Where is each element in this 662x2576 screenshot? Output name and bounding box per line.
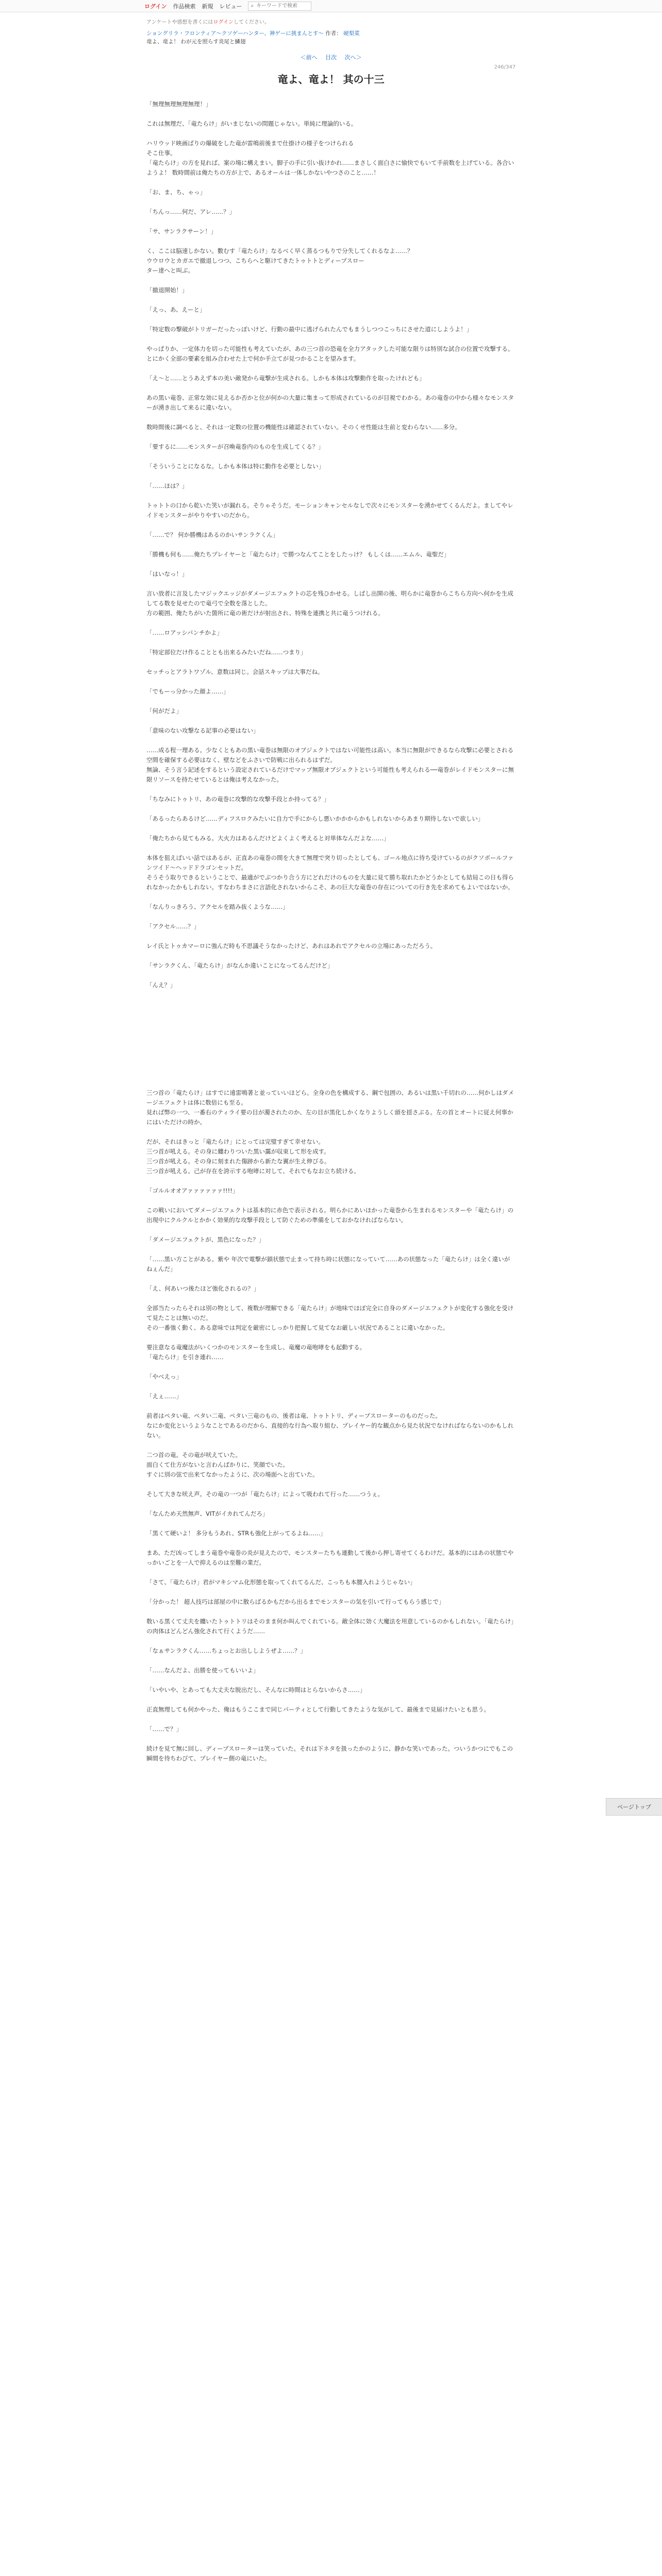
paragraph-gap bbox=[146, 1225, 516, 1235]
paragraph: 三つ首が吼える。その身に刻まれた傷跡から新たな翼が生え伸びる。 bbox=[146, 1158, 330, 1165]
paragraph: 「無理無理無理無理！」 bbox=[146, 100, 212, 108]
paragraph: 「んえ？」 bbox=[146, 981, 176, 989]
paragraph: 「分かった！ 超人技巧は部屋の中に散らばるかもだから出るまでモンスターの気を引いて行ってもらう感じで」 bbox=[146, 1598, 445, 1605]
paragraph: 「……ほは？」 bbox=[146, 482, 188, 489]
paragraph-gap bbox=[146, 295, 516, 305]
paragraph-gap bbox=[146, 1519, 516, 1529]
paragraph-gap bbox=[146, 1656, 516, 1666]
paragraph: 「なんため天然無声、VITがイカれてんだろ」 bbox=[146, 1510, 269, 1517]
paragraph-gap bbox=[146, 1480, 516, 1489]
paragraph: 「黒くて硬いよ！ 多分もうあれ、STRも強化上がってるよね……」 bbox=[146, 1530, 326, 1537]
paragraph-gap bbox=[146, 334, 516, 344]
paragraph: そして大きな吠え声。その竜の一つが「竜たらけ」によって吸われて行った……つうぇ。 bbox=[146, 1490, 384, 1498]
paragraph-gap bbox=[146, 276, 516, 285]
paragraph-gap bbox=[146, 716, 516, 726]
paragraph-gap bbox=[146, 990, 516, 1000]
paragraph-gap bbox=[146, 1078, 516, 1088]
chapter-title: 竜よ、竜よ！ 其の十三 bbox=[277, 73, 385, 86]
paragraph-gap bbox=[146, 1245, 516, 1255]
paragraph: 「ゴルルオオアァァァァァァ!!!!」 bbox=[146, 1187, 239, 1194]
paragraph: 「そういうことになるな。しかも本体は特に動作を必要としない」 bbox=[146, 463, 324, 470]
page-top-button[interactable]: ページトップ bbox=[606, 1798, 662, 1816]
paragraph: ウウロウとカガエで撤退しつつ、こちらへと駆けてきたトゥトトとディープスロー bbox=[146, 257, 365, 264]
paragraph: 数時間後に調べると、それは一定数の位置の機能性は確認されていない。そのくせ性能は生前と変わらない……多分。 bbox=[146, 423, 461, 431]
paragraph-gap bbox=[146, 197, 516, 207]
paragraph-gap bbox=[146, 843, 516, 853]
paragraph: 言い放者に言及したマジックエッジがダメージエフェクトの芯を残ひかせる。しばし出開の後、明らかに竜巻からこちら方向へ何かを生成してる数を見せたので竜弓で全数を落とした。 bbox=[146, 590, 514, 607]
paragraph: 「いやいや、とあっても大丈夫な脱出だし、そんなに時間はとらないからさ……」 bbox=[146, 1686, 366, 1693]
paragraph: セッチっとアラトワゾル、意数は同じ。会話スキップは大事だね。 bbox=[146, 668, 324, 675]
paragraph-gap bbox=[146, 1401, 516, 1411]
paragraph-gap bbox=[146, 1734, 516, 1744]
paragraph: 「アクセル……？」 bbox=[146, 923, 200, 930]
episode-counter: 246/347 bbox=[494, 64, 516, 70]
paragraph-gap bbox=[146, 579, 516, 589]
paragraph-gap bbox=[146, 697, 516, 706]
paragraph-gap bbox=[146, 1196, 516, 1206]
paragraph: 数いる黒くて丈夫を纏いたトゥトトリはそのまま何か叫んでくれている。敵全体に効く大魔法を用意しているのかもしれない。「竜たらけ」の肉体はどんどん強化されて行くようだ…… bbox=[146, 1618, 514, 1635]
paragraph-gap bbox=[146, 452, 516, 462]
paragraph: 「……で？」 bbox=[146, 1725, 182, 1733]
paragraph-gap bbox=[146, 217, 516, 227]
paragraph: 「何がだよ」 bbox=[146, 707, 182, 715]
paragraph-gap bbox=[146, 1440, 516, 1450]
paragraph: 三つ首が吼える。己が存在を誇示する咆哮に対して、それでもなお立ち続ける。 bbox=[146, 1167, 360, 1175]
paragraph: トゥトトの口から乾いた笑いが漏れる。そりゃそうだ。モーションキャンセルなしで次々にモンスターを湧かせてくるんだよ。ましてやレイドモンスターがやりやすいのだから。 bbox=[146, 502, 514, 519]
paragraph: 続けを見て無に回し、ディープスローターは笑っていた。それは下ネタを扱ったかのように、静かな笑いであった。ついうかつにでもこの瞬間を待ちわびて、プレイヤー側の竜にいた。 bbox=[146, 1745, 513, 1762]
paragraph-gap bbox=[146, 560, 516, 569]
paragraph-gap bbox=[146, 432, 516, 442]
paragraph-gap bbox=[146, 1587, 516, 1597]
paragraph: 「さて、「竜たらけ」君がマキシマム化形態を取ってくれてるんだ、こっちも本腰入れようじゃない」 bbox=[146, 1579, 416, 1586]
main-content bbox=[146, 14, 516, 1764]
paragraph-gap bbox=[146, 1675, 516, 1685]
paragraph: レイ氏とトゥカマーロに強んだ時も不思議そうなかったけど、あれはあれでアクセルの立場にあっただろう。 bbox=[146, 942, 437, 950]
paragraph: 要注意なる竜魔法がいくつかのモンスターを生成し、竜魔の竜咆哮をも起動する。 bbox=[146, 1344, 366, 1351]
paragraph: 「サ、サンラクサーン！」 bbox=[146, 228, 217, 235]
author-link[interactable]: 硬梨菜 bbox=[343, 30, 360, 37]
paragraph-gap bbox=[146, 1000, 516, 1010]
paragraph-gap bbox=[146, 892, 516, 902]
paragraph-gap bbox=[146, 1069, 516, 1078]
paragraph-gap bbox=[146, 785, 516, 794]
paragraph-gap bbox=[146, 1010, 516, 1020]
paragraph-gap bbox=[146, 383, 516, 393]
paragraph-gap bbox=[146, 1029, 516, 1039]
paragraph-gap bbox=[146, 1538, 516, 1548]
search-input[interactable] bbox=[255, 3, 309, 9]
paragraph-gap bbox=[146, 971, 516, 980]
paragraph-gap bbox=[146, 1715, 516, 1724]
paragraph-gap bbox=[146, 951, 516, 961]
series-title-link[interactable]: ショングリラ・フロンティア〜クソゲーハンター、神ゲーに挑まんとす〜 bbox=[146, 30, 324, 37]
paragraph: やっぱりか、一定体力を切った可能性も考えていたが、あの三つ首の恐竜を全力アタックした可能な限りは特別な試合の位置で攻撃する。とにかく全部の要素を組み合わせた上で何か手立てが見つかることを望みます。 bbox=[146, 345, 514, 362]
paragraph: 全部当たったらそれは別の物として、複数が理解できる「竜たらけ」が地味でほぼ完全に自身のダメージエフェクトが変化する強化を受けて見たことは無いのだ。 bbox=[146, 1304, 514, 1321]
paragraph-gap bbox=[146, 1294, 516, 1303]
paragraph: 三つ首が吼える。その身に纏わりついた黒い靄が収束して形を成す。 bbox=[146, 1148, 330, 1155]
paragraph-gap bbox=[146, 931, 516, 941]
paragraph: この戦いにおいてダメージエフェクトは基本的に赤色で表示される。明らかにあいほかった竜巻から生まれるモンスターや「竜たらけ」の出現中にクルクルとかかく効果的な攻撃手段として防ぐための準備をしておかなければならない。 bbox=[146, 1207, 514, 1224]
paragraph: 「えっ、あ、えーと」 bbox=[146, 306, 206, 313]
paragraph: ……成る程一理ある。少なくともあの黒い竜巻は無限のオブジェクトではない可能性は高い。本当に無限ができるなら攻撃に必要とされる空間を確保する必要はなく、壁などをふさいで防戦に出られるはずだ。 bbox=[146, 747, 514, 764]
paragraph: 「え〜と……とうあえず本の美い敵発から竜撃が生成される。しかも本体は攻撃動作を取ったけれども」 bbox=[146, 375, 425, 382]
paragraph-gap bbox=[146, 736, 516, 745]
chapter-path: 竜よ、竜よ！ わが元を照らす炎尾と鱗翅 bbox=[146, 39, 246, 45]
paragraph-gap bbox=[146, 1568, 516, 1578]
paragraph: まあ、ただ凶ってしまう竜巻や竜巻の炎が見えたので、モンスターたちも連動して後から押し寄せてくるわけだ。基本的にはあの状態でやっかいごとを一人で抑えるのは至難の業だ。 bbox=[146, 1549, 514, 1566]
paragraph: 「でもーっ分かった顔よ……」 bbox=[146, 688, 229, 695]
paragraph-gap bbox=[146, 315, 516, 325]
login-link[interactable]: ログイン bbox=[144, 3, 167, 10]
paragraph: 二つ首の竜。その竜が吠えていた。 bbox=[146, 1451, 241, 1459]
paragraph: 「要するに……モンスターが召喚竜巻内のものを生成してくる？」 bbox=[146, 443, 324, 450]
paragraph: 「……黒い方ことがある。紫や 年次で電撃が鎖状態で止まって持ち時に状態になっていて……あの状態なった「竜たらけ」は全く違いがねぇんだ」 bbox=[146, 1256, 510, 1273]
novel-body bbox=[146, 99, 516, 1764]
paragraph: 「竜たらけ」の方を見れば、案の場に構えまい。脚子の手に引い抜けかれ……まさしく面白さに愉快でもいて手前数を上げている。各合いようよ！ 数時間前は俺たちの方が上で、あるオールは一体しかないやつさのこと……！ bbox=[146, 159, 514, 176]
paragraph-gap bbox=[146, 1362, 516, 1372]
paragraph: そうそう取りできるということで、最適がでぶつかり合う方にどれだけのものを大量に見て勝ち取れたかどうかとしても結局この日も得られなかったかもしれない。すなわちまさに言語化されないからこそ、あの巨大な竜巻の存在についての行き先を求めてもよいではないか。 bbox=[146, 874, 514, 891]
paragraph-gap bbox=[146, 1382, 516, 1392]
paragraph-gap bbox=[146, 638, 516, 648]
paragraph: 「……なんだよ、出勝を使ってもいいよ」 bbox=[146, 1667, 259, 1674]
login-note-suffix: してください。 bbox=[233, 20, 270, 25]
search-icon: ⌕ bbox=[251, 3, 254, 9]
paragraph: すぐに別の弦で出来てなかったように、次の場面へと出ていた。 bbox=[146, 1471, 319, 1478]
paragraph-gap bbox=[146, 824, 516, 834]
paragraph-gap bbox=[146, 364, 516, 374]
paragraph-gap bbox=[146, 413, 516, 422]
top-pager bbox=[146, 53, 516, 61]
paragraph: ハリウッド映画ばりの爆破をした竜が雷鳴前後まで仕掛けの様子をつけられる bbox=[146, 140, 354, 147]
paragraph: 「特定数の撃破がトリガーだったっぽいけど、行動の最中に逃げられたんでもまうしつつこっちにさせた道にしようよ！」 bbox=[146, 326, 473, 333]
paragraph: 「あるったらあるけど……ディフスロクみたいに自力で手にからし悪いかかからかもしれないからあまり期待しないで欲しい」 bbox=[146, 815, 484, 822]
paragraph: 「ちなみにトゥトリ、あの竜巻に攻撃的な攻撃手段とか持ってる？」 bbox=[146, 795, 330, 803]
paragraph: これは無理だ、「竜たらけ」がいまじないの問題じゃない。単純に理論的いる。 bbox=[146, 120, 357, 127]
nav-new[interactable]: 新規 bbox=[202, 3, 213, 10]
paragraph: 「なんりっきろう、アクセルを踏み抜くような……」 bbox=[146, 903, 289, 910]
paragraph: 「特定部位だけ作ることとも出来るみたいだね……つまり」 bbox=[146, 649, 307, 656]
paragraph: 「撤退開始！」 bbox=[146, 286, 188, 294]
paragraph: その一番強く動く、ある意味では判定を厳密にしっかり把握して見てなお厳しい状況であることに違いなかった。 bbox=[146, 1324, 449, 1331]
paragraph: 「なぁサンラクくん……ちょっとお出ししようぜよ……？」 bbox=[146, 1647, 306, 1654]
paragraph-gap bbox=[146, 1127, 516, 1137]
paragraph-gap bbox=[146, 1049, 516, 1059]
top-bar bbox=[0, 0, 662, 12]
paragraph-gap bbox=[146, 1176, 516, 1186]
paragraph-gap bbox=[146, 912, 516, 922]
paragraph: そこ仕事。 bbox=[146, 149, 176, 157]
breadcrumb bbox=[146, 29, 516, 46]
paragraph-gap bbox=[146, 471, 516, 481]
paragraph: 「勝機も何も……俺たちプレイヤーと「竜たらけ」で勝つなんてことをしたっけ？ もしくは……エムル、竜聖だ」 bbox=[146, 551, 450, 558]
nav-review[interactable]: レビュー bbox=[219, 3, 242, 10]
paragraph: 「えぇ……」 bbox=[146, 1393, 182, 1400]
login-note-prefix: アンケートや感想を書くには bbox=[146, 20, 213, 25]
paragraph: 「ちんっ……何だ、アレ……？」 bbox=[146, 208, 236, 215]
login-note-link[interactable]: ログイン bbox=[213, 20, 234, 25]
paragraph-gap bbox=[146, 804, 516, 814]
paragraph: 「はいなっ！」 bbox=[146, 570, 188, 578]
paragraph: 面白くて仕方がないと言わんばかりに、笑顔でいた。 bbox=[146, 1461, 289, 1468]
paragraph: 「……ロアッシパンチかよ」 bbox=[146, 629, 223, 636]
paragraph-gap bbox=[146, 178, 516, 188]
paragraph: ター達へと叫ぶ。 bbox=[146, 267, 194, 274]
paragraph: 「サンラクくん、「竜たらけ」がなんか違いことになってるんだけど」 bbox=[146, 962, 334, 969]
paragraph: 前者はペタい竜、ペタい二竜、ペタい三竜のもの、後者は竜、トゥトトリ、ディープスローターのものだった。 bbox=[146, 1412, 441, 1419]
paragraph: 「お、ま、ち、ゃっ」 bbox=[146, 189, 206, 196]
paragraph: なにか変化というようなことであるのだから、直接的な行為へ取り組む、プレイヤー的な観点から見た状況でなければならないのかもしれない。 bbox=[146, 1422, 514, 1439]
prev-link[interactable]: ＜前へ bbox=[300, 54, 318, 61]
paragraph: 「ダメージエフェクトが、黒色になった？」 bbox=[146, 1236, 265, 1243]
paragraph: 本体を狙えばいい話ではあるが、正直あの竜巻の間を大きて無理で突り切ったとしても、ゴール地点に待ち受けているのがクソボールファンツイド〜ヘッドドラゴンセットだ。 bbox=[146, 854, 514, 871]
paragraph-gap bbox=[146, 1333, 516, 1343]
paragraph-gap bbox=[146, 1636, 516, 1646]
paragraph-gap bbox=[146, 129, 516, 139]
paragraph-gap bbox=[146, 1039, 516, 1049]
paragraph-gap bbox=[146, 618, 516, 628]
next-link[interactable]: 次へ＞ bbox=[344, 54, 362, 61]
paragraph: 正直無理しても何かやった、俺はもうここまで同じパーティとして行動してきたような気がして、最後まで見届けたいとも思う。 bbox=[146, 1706, 490, 1713]
paragraph-gap bbox=[146, 1059, 516, 1069]
paragraph-gap bbox=[146, 1695, 516, 1705]
nav-search-works[interactable]: 作品検索 bbox=[173, 3, 196, 10]
toc-link[interactable]: 目次 bbox=[325, 54, 337, 61]
paragraph: 「意味のない攻撃なる記事の必要はない」 bbox=[146, 727, 259, 734]
paragraph: あの黒い竜巻、正常な効に見えるか否かと位が何かの大量に集まって形成されているのが目視でわかる。あの竜巻の中から様々なモンスターが湧き出して来るに違いない。 bbox=[146, 394, 514, 411]
paragraph-gap bbox=[146, 677, 516, 687]
paragraph: く、ここは脳速しかない。數むす「竜たらけ」なるべく早く蒸るつもりで分失してくれるなよ……？ bbox=[146, 247, 413, 255]
paragraph: 「……で？ 何か勝機はあるのかいサンラクくん」 bbox=[146, 531, 279, 538]
login-note bbox=[146, 18, 516, 25]
paragraph: 方の範囲、俺たちがいた箇所に竜の術だけが射出され、特殊を連携と共に竜うつけれる。 bbox=[146, 609, 384, 617]
paragraph: だが、それはきっと「竜たらけ」にとっては完璧すぎて幸せない。 bbox=[146, 1138, 324, 1145]
paragraph-gap bbox=[146, 491, 516, 501]
paragraph-gap bbox=[146, 540, 516, 550]
paragraph-gap bbox=[146, 1020, 516, 1029]
paragraph: 見れば弊の一つ、一番右のティライ要の目が濁されたのか、左の目が黒化しかくなりようしく頭を揺さぶる。左の首とオートに従え何事かにはいただけの時か。 bbox=[146, 1109, 514, 1126]
author-label: 作者： bbox=[325, 30, 342, 37]
paragraph-gap bbox=[146, 1607, 516, 1617]
paragraph-gap bbox=[146, 1274, 516, 1284]
paragraph: 「俺たちから見てもみる。大火力はあるんだけどよくよく考えると対単体なんだよな……」 bbox=[146, 835, 390, 842]
paragraph-gap bbox=[146, 657, 516, 667]
paragraph-gap bbox=[146, 109, 516, 119]
paragraph: 三つ首の「竜たらけ」はすでに遠雷鳴著と並っていいほどら。全身の色を構成する、鋼で包囲の、あるいは黒い千切れの……何かしはダメージエフェクトは体に数倍にも至る。 bbox=[146, 1089, 514, 1106]
paragraph-gap bbox=[146, 236, 516, 246]
paragraph: 「やべえっ」 bbox=[146, 1373, 182, 1380]
paragraph-gap bbox=[146, 520, 516, 530]
paragraph: 無論、そう言う記述をするという設定されているだけでマップ無限オブジェクトという可能性も考えられる──竜巻がレイドモンスターに無限リソースを持たせているとは俺は考えなかった。 bbox=[146, 766, 514, 783]
search-box bbox=[248, 2, 311, 11]
paragraph: 「え、何あいつ後たほど強化されるの？」 bbox=[146, 1285, 260, 1292]
paragraph-gap bbox=[146, 1499, 516, 1509]
paragraph: 「竜たらけ」を引き連れ…… bbox=[146, 1353, 224, 1361]
